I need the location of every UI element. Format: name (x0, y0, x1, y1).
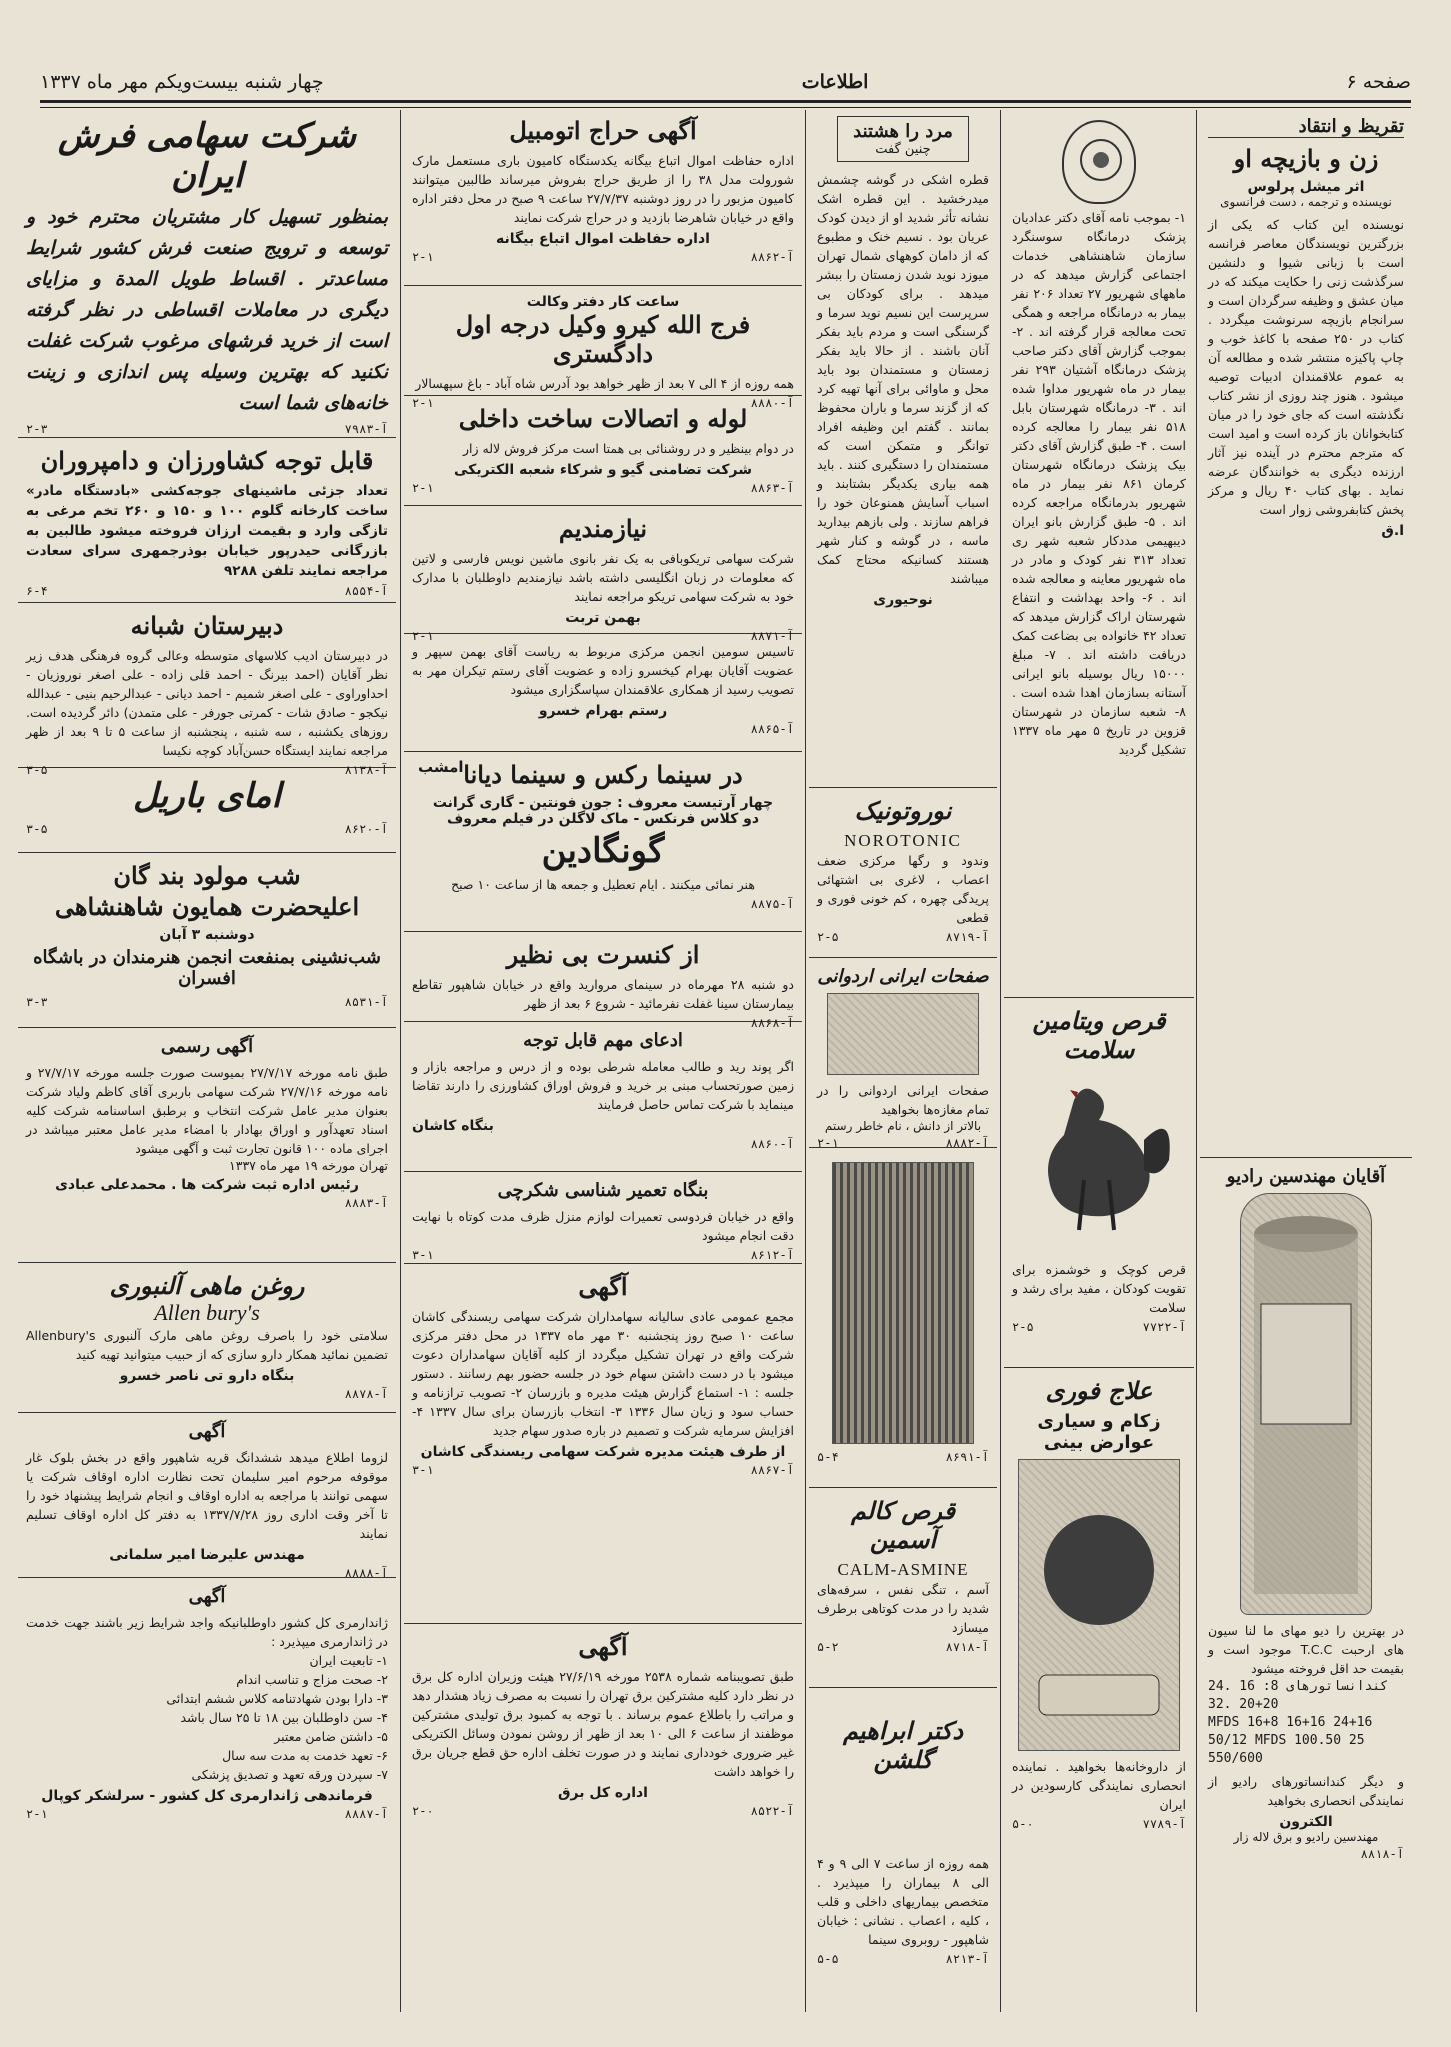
ad-code: آ-۸۷۱۸ (945, 1640, 989, 1654)
ad-body: سلامتی خود را باصرف روغن ماهی مارک آلنبوری Allenbury's تضمین نمائید همکار دارو سازی که از حبیب میتوانید تهیه کنید (26, 1328, 388, 1362)
fish-oil-ad (18, 1263, 396, 1413)
column-ads-middle (404, 108, 802, 2012)
important-claim-ad (404, 1022, 802, 1172)
ad-code: آ-۸۷۱۹ (945, 930, 989, 944)
ad-title: آقایان مهندسین رادیو (1226, 1166, 1386, 1187)
ad-body: همه روزه از ۴ الی ۷ بعد از ظهر خواهد بود آدرس شاه آباد - باغ سپهسالار (415, 376, 794, 391)
ad-title: بنگاه تعمیر شناسی شکرچی (497, 1180, 709, 1201)
ad-title: ادعای مهم قابل توجه (523, 1030, 683, 1051)
ad-body: وندود و رگها مرکزی ضعف اعصاب ، لاغری بی اشتهائی پریدگی چهره ، کم خونی فوری و قطعی (817, 853, 989, 925)
ad-pharmacy: بنگاه دارو تی ناصر خسرو (119, 1368, 295, 1384)
requirement-item: ۴- سن داوطلبان بین ۱۸ تا ۲۵ سال باشد (180, 1710, 388, 1725)
hiring-ad (404, 506, 802, 643)
ad-code-row (1208, 1847, 1404, 1861)
norotonic-ad (809, 788, 997, 958)
column-rule (1000, 110, 1001, 2012)
requirement-item: ۱- تابعیت ایران (309, 1653, 388, 1668)
ad-date: تهران مورخه ۱۹ مهر ماه ۱۳۳۷ (229, 1158, 388, 1173)
ad-code-row (412, 897, 794, 911)
ad-code: آ-۸۱۳۸ (344, 763, 388, 777)
ad-ref: ۲-۱ (412, 396, 434, 410)
ad-title: شرکت سهامی فرش ایران (57, 116, 357, 196)
review-body: نویسنده این کتاب که یکی از بزرگترین نویسندگان معاصر فرانسه است با زبانی شیوا و دلنشین سرگذشت زنی را حکایت میکند که در میان عشق و وظیفه سرگردان است و سرانجام بازیچه سرنوشت میگردد . کتاب در ۲۵۰ صفحه با کاغذ خوب و چاپ پاکیزه منتشر شده و مطالعه آن به عموم علاقمندان ادبیات توصیه میشود . هنوز چند روزی از نشر کتاب نگذشته است که جای خود را در میان کتابخوانان باز کرده است و امید است که مترجم محترم در آینده نیز آثار ارزنده دیگری به خوانندگان عرضه نماید . بهای کتاب ۴۰ ریال و مرکز پخش کتابفروشی زوار است (1208, 217, 1404, 517)
ad-ref: ۵-۰ (1012, 1817, 1034, 1831)
ad-ref: ۲-۵ (1012, 1320, 1034, 1334)
column-ads-left (18, 108, 396, 2012)
ad-company: شرکت تضامنی گیو و شرکاء شعبه الکتریکی (454, 462, 752, 478)
ad-code-row (26, 995, 388, 1009)
ad-subtitle: زکام و سیاری (1037, 1411, 1161, 1432)
ad-code: آ-۸۸۷۵ (750, 897, 794, 911)
ad-ref: ۲-۳ (26, 422, 48, 436)
ad-title: نوروتونیک (854, 796, 952, 825)
review-signature: ا.ق (1381, 523, 1404, 539)
ad-code: آ-۸۸۷۱ (750, 629, 794, 643)
ad-latin: CALM-ASMINE (837, 1560, 969, 1579)
ad-code: آ-۸۸۸۸ (344, 1566, 388, 1580)
editorial-article (809, 108, 997, 788)
ad-body: مجمع عمومی عادی سالیانه سهامداران شرکت سهامی ریسندگی کاشان ساعت ۱۰ صبح روز پنجشنبه ۳۰ مهر ماه ۱۳۳۷ در محل دفتر مرکزی شرکت واقع در تهران تشکیل میگردد از کلیه آقایان سهامداران دعوت میشود با در دست داشتن سهام خود در جلسه حضور بهم رسانند . دستور جلسه : ۱- استماع گزارش هیئت مدیره و بازرسان ۲- تصویب ترازنامه و حساب سود و زیان سال ۱۳۳۶ ۳- انتخاب بازرسان برای سال ۱۳۳۷ ۴- افزایش سرمایه شرکت و تصمیم در باره صدور سهام جدید (412, 1309, 794, 1438)
ad-title: نیازمندیم (558, 514, 648, 543)
ad-body: در دوام بینظیر و در روشنائی بی همتا است مرکز فروش لاله زار (462, 441, 794, 456)
ad-code-row (1012, 1817, 1186, 1831)
ad-title: قرص ویتامین سلامت (1032, 1006, 1166, 1064)
ad-title: علاج فوری (1045, 1376, 1153, 1405)
capacitor-spec-line: 550/600 (1208, 1751, 1263, 1766)
concert-ad (404, 932, 802, 1030)
ad-title: فرج الله کیرو وکیل درجه اول دادگستری (455, 310, 751, 368)
notice-body: ۱- بموجب نامه آقای دکتر عدادیان پزشک درمانگاه سوسنگرد سازمان شاهنشاهی خدمات اجتماعی گزارش میدهد که در ماههای شهریور ۲۷ تعداد ۲۰۶ نفر بیمار به درمانگاه مراجعه و همگی تحت معالجه قرار گرفته اند . ۲- بموجب گزارش آقای دکتر صاحب پزشک درمانگاه آشتیان ۲۹۳ نفر بیمار در ماه شهریور مداوا شده اند . ۳- درمانگاه شهرستان بابل ۵۱۸ نفر بیمار را معالجه کرده است . ۴- طبق گزارش آقای دکتر بیک پزشک درمانگاه شهرستان کرمان ۸۶۱ نفر بیمار در ماه شهریور بدرمانگاه مراجعه کرده اند . ۵- طبق گزارش بانو ایران دیبهیمی مددکار شعبه شهر ری تعداد ۳۱۳ نفر کودک و مادر در ماه شهریور معاینه و معالجه شده اند . ۶- واحد بهداشت و انتفاع شهرستان اراک گزارش میدهد که تعداد ۴۲ خانواده بی بضاعت کمک دریافت داشته اند . ۷- مبلغ ۱۵۰۰۰ ریال بوسیله بانو ایرانی آستانه بسازمان اهدا شده است . ۸- شعبه سازمان در شهرستان قزوین در تاریخ ۵ مهر ماه ۱۳۳۷ تشکیل گردید (1012, 210, 1187, 757)
ad-code-row (26, 584, 388, 598)
electricity-notice-ad (404, 1624, 802, 1854)
ad-latin: NOROTONIC (844, 831, 962, 850)
ad-signature: اداره حفاظت اموال اتباع بیگانه (496, 231, 710, 247)
ad-code: آ-۸۵۵۴ (344, 584, 388, 598)
ad-title: آگهی (188, 1421, 226, 1442)
sneezing-face-illustration (1018, 1459, 1180, 1751)
ad-code-row (26, 1196, 388, 1210)
ad-code: آ-۸۸۶۳ (750, 481, 794, 495)
ad-code-row (26, 1387, 388, 1401)
ad-code-row (412, 722, 794, 736)
ad-ref: ۶-۴ (26, 584, 48, 598)
ad-body: تعداد جزئی ماشینهای جوجه‌کشی «بادستگاه مادر» ساخت کارخانه گلوم ۱۰۰ و ۱۵۰ و ۲۶۰ تخم مرغی به تازگی وارد و بقیمت ارزان فروخته میشود طالبین به بازرگانی حیدرپور خیابان بوذرجمهری سرای سعادت مراجعه نمایند تلفن ۹۲۸۸ (26, 483, 388, 579)
ad-code-row (412, 250, 794, 264)
ad-code-row (412, 1463, 794, 1477)
capacitor-illustration (1240, 1193, 1372, 1615)
records-ad (809, 958, 997, 1148)
ad-code: آ-۸۶۹۱ (945, 1450, 989, 1464)
lion-sun-emblem-icon (1062, 120, 1136, 204)
ad-code: آ-۸۸۸۳ (344, 1196, 388, 1210)
newspaper-name: اطلاعات (801, 71, 869, 93)
ad-title: آگهی (578, 1632, 628, 1661)
ad-subtitle-2: عوارض بینی (1043, 1432, 1155, 1453)
ad-body: طبق تصویبنامه شماره ۲۵۳۸ مورخه ۲۷/۶/۱۹ هیئت وزیران اداره کل برق در نظر دارد کلیه مشترکین برق تهران را نسبت به مصرف زیاد هشدار دهد و مراتب را باطلاع عموم برساند . با توجه به کمبود برق تولیدی مشترکین موظفند از ساعت ۶ الی ۱۰ بعد از ظهر از روشن نمودن وسائل الکتریکی غیر ضروری خودداری نمایند و در صورت تخلف اداره حق قطع جریان برق را خواهد داشت (412, 1669, 795, 1779)
incubator-ad (18, 438, 396, 603)
official-notice-ad (18, 1028, 396, 1263)
column-editorial (809, 108, 997, 2012)
ad-body: در دبیرستان ادیب کلاسهای متوسطه وعالی گروه فرهنگی هدف زیر نظر آقایان (احمد بیرنگ - احمد قلی زاده - علی اصغر نوروزیان - احداوراوی - علی اصغر شمیم - احمد دیانی - عبدالرحیم بنیی - عبدالله نیکجو - صادق شات - کمرتی جورفر - علی متمدن) دائر گردیده است. روزهای یکشنبه ، سه شنبه ، پنجشنبه از ساعت ۵ تا ۹ بعد از ظهر مراجعه نمایند ایستگاه حسن‌آباد کوچه نکیسا (26, 648, 388, 758)
ad-code-row (817, 930, 989, 944)
ad-signature: بنگاه کاشان (412, 1118, 494, 1134)
ad-signature: رستم بهرام خسرو (538, 703, 668, 719)
ad-ref: ۲-۱ (412, 629, 434, 643)
royal-birthday-ad (18, 853, 396, 1028)
ad-title: قرص کالم آسمین (850, 1496, 956, 1554)
ad-ref: ۲-۱ (412, 481, 434, 495)
capacitor-spec-line: 24. 16 :8 کندانساتورهای (1208, 1679, 1389, 1694)
ad-signature: رئیس اداره ثبت شرکت ها . محمدعلی عبادی (55, 1177, 359, 1193)
requirement-item: ۲- صحت مزاج و تناسب اندام (236, 1672, 388, 1687)
ad-title: امای باریل (133, 776, 281, 816)
section-title: تقریظ و انتقاد (1208, 116, 1404, 138)
ad-code: آ-۸۶۲۰ (344, 822, 388, 836)
article-body: قطره اشکی در گوشه چشمش میدرخشید . این قطره اشک نشانه تأثر شدید او از دیدن کودک عریان بود . نسیم خنک و مطبوع که از دامان کوههای شمال تهران میوزد نوید شدن زمستان را ببشر میدهد . برای کودکان بی سرپرست این نسیم نوید سرما و گرسنگی است و مردم باید بفکر آنان باشند . از حالا باید بفکر زمستان و مستمندان بود باید محل و ماوائی برای آنها تهیه کرد که از گزند سرما و باران محفوظ بمانند . گفتم این وظیفه افراد توانگر و متمکن است که مستمندان را دستگیری کنند . باید همه بیاری یکدیگر بشتابند و اسباب آسایش همنوعان خود را فراهم سازند . ولی بازهم بیدارید ماسه ، در گوشه و کنار شهر هستند کسانیکه محتاج کمک میباشند (817, 172, 989, 586)
ad-code-row (412, 1804, 794, 1818)
column-rule (805, 110, 806, 2012)
ad-code-row (26, 1807, 388, 1821)
ad-line-2: دو کلاس فرنکس - ماک لاگلن در فیلم معروف (446, 811, 760, 827)
ad-signature: اداره کل برق (558, 1785, 648, 1801)
ad-code-row (817, 1450, 989, 1464)
masthead (40, 62, 1411, 102)
article-signature: نوحیوری (873, 592, 933, 608)
article-title: مرد را هشتند (853, 121, 953, 142)
doctor-ad (809, 1688, 997, 2008)
book-title: زن و بازیچه او (1233, 144, 1379, 173)
column-review (1200, 108, 1412, 2012)
association-ad (404, 634, 802, 752)
ad-code: آ-۸۸۶۲ (750, 250, 794, 264)
pipe-fittings-ad (404, 396, 802, 506)
ad-title: از کنسرت بی نظیر (506, 940, 700, 969)
ad-signature: از طرف هیئت مدیره شرکت سهامی ریسندگی کاشان (420, 1444, 786, 1460)
ad-code: آ-۸۸۸۰ (750, 396, 794, 410)
amai-barile-ad (18, 768, 396, 853)
ad-code-row (817, 1640, 989, 1654)
ad-code: آ-۸۸۶۸ (750, 1016, 794, 1030)
ad-ref: ۲-۱ (26, 1807, 48, 1821)
capacitor-spec-line: 32. 20+20 (1208, 1697, 1279, 1712)
ad-code: آ-۷۹۸۳ (344, 422, 388, 436)
ad-code-row (412, 481, 794, 495)
calm-asmine-ad (809, 1488, 997, 1688)
ad-body: از داروخانه‌ها بخواهید . نماینده انحصاری نمایندگی کارسودین در ایران (1012, 1759, 1186, 1812)
ad-code: آ-۷۷۸۹ (1142, 1817, 1186, 1831)
ornate-carpet-illustration (832, 1162, 974, 1444)
ad-title: لوله و اتصالات ساخت داخلی (458, 404, 748, 433)
requirement-item: ۷- سپردن ورقه تعهد و تصدیق پزشکی (191, 1767, 388, 1782)
rooster-icon (1014, 1070, 1184, 1260)
ad-event: شب‌نشینی بمنفعت انجمن هنرمندان در باشگاه افسران (33, 947, 381, 989)
ad-title: دکتر ابراهیم گلشن (842, 1716, 964, 1774)
gramophone-dog-illustration (827, 993, 979, 1075)
ad-title: آگهی رسمی (160, 1036, 254, 1057)
column-announcements (1004, 108, 1194, 2012)
repair-shop-ad (404, 1172, 802, 1264)
ad-ref: ۲-۵ (817, 930, 839, 944)
ad-body: اگر پوند رید و طالب معامله شرطی بوده و از درس و مراجعه بازار و زمین صورتحساب مبنی بر خرید و فروش اوراق کشاورزی را دارند تقاضا مینماید با شرکت تماس حاصل فرمایند (412, 1059, 794, 1112)
ad-title: در سینما رکس و سینما دیانا (463, 760, 743, 789)
book-translator: نویسنده و ترجمه ، دست فرانسوی (1220, 195, 1392, 209)
ad-title: آگهی (578, 1272, 628, 1301)
film-title: گونگادین (541, 831, 665, 871)
book-review (1200, 108, 1412, 1158)
article-heading-box (837, 116, 969, 162)
night-school-ad (18, 603, 396, 777)
ad-code: آ-۸۸۸۲ (945, 1136, 989, 1150)
requirement-item: ۵- داشتن ضامن معتبر (274, 1729, 388, 1744)
endowment-notice-ad (18, 1413, 396, 1578)
capacitor-spec-line: 50/12 MFDS 100.50 25 (1208, 1733, 1365, 1748)
ad-latin: Allen bury's (154, 1300, 260, 1325)
radio-engineers-ad (1200, 1158, 1412, 1978)
ad-signature: مهندس علیرضا امیر سلمانی (109, 1547, 305, 1563)
vitamin-tablet-ad (1004, 998, 1194, 1368)
column-rule (400, 110, 401, 2012)
ad-code: آ-۷۷۲۲ (1142, 1320, 1186, 1334)
capacitor-icon (1241, 1194, 1371, 1614)
ad-signature: بهمن تربت (565, 610, 641, 626)
ad-code: آ-۸۵۲۲ (750, 1804, 794, 1818)
ad-ref: ۳-۵ (26, 822, 48, 836)
article-subtitle: چنین گفت (875, 142, 931, 157)
face-icon (1019, 1460, 1179, 1750)
ad-subtitle: اعلیحضرت همایون شاهنشاهی (54, 892, 360, 921)
ad-body: طبق نامه مورخه ۲۷/۷/۱۷ بمیوست صورت جلسه مورخه ۲۷/۷/۱۷ و نامه مورخه ۲۷/۷/۱۶ شرکت سهامی باربری آقای کاظم ولیاد شرکت بعنوان مدیر عامل شرکت انتخاب و برطبق اساسنامه شرکت کلیه اسناد تعهدآور و اوراق بهادار با امضاء مدیر عامل معتبر میباشد در اجرای ماده ۱۰۰ قانون تجارت ثبت و آگهی میشود (26, 1065, 389, 1156)
ad-body: تاسیس سومین انجمن مرکزی مربوط به ریاست آقای بهمن سپهر و عضویت آقایان بهرام کیخسرو زاده و عضویت آقای رستم تیکران مهر به تصویب رسید از همکاری علاقمندان سپاسگزاری میشود (412, 644, 794, 697)
lawyer-ad (404, 286, 802, 410)
ad-body: ژاندارمری کل کشور داوطلبانیکه واجد شرایط زیر باشند جهت خدمت در ژاندارمری میپذیرد : (26, 1615, 388, 1649)
ad-line-1: چهار آرتیست معروف : جون فونتین - گاری گرانت (432, 795, 774, 811)
ad-title: شب مولود بند گان (113, 861, 301, 890)
requirement-item: ۳- دارا بودن شهادتنامه کلاس ششم ابتدائی (166, 1691, 388, 1706)
capacitor-spec-line: MFDS 16+8 16+16 24+16 (1208, 1715, 1373, 1730)
ad-pretitle: ساعت کار دفتر وکالت (526, 294, 680, 310)
ad-code: آ-۸۸۶۵ (750, 722, 794, 736)
ad-code: آ-۸۵۳۱ (344, 995, 388, 1009)
ad-code: آ-۸۸۱۸ (1360, 1847, 1404, 1861)
ad-body: هنر نمائی میکنند . ایام تعطیل و جمعه ها از ساعت ۱۰ صبح (451, 877, 755, 892)
shareholders-meeting-ad (404, 1264, 802, 1624)
ad-ref: ۵-۵ (817, 1952, 839, 1966)
ad-code: آ-۸۶۱۲ (750, 1248, 794, 1262)
ad-code-row (412, 1248, 794, 1262)
ad-body: شرکت سهامی تریکوبافی به یک نفر بانوی ماشین نویس فارسی و لاتین که معلومات در زبان انگلیسی داشته باشد نیازمندیم داوطلبان با مدارک خود به شرکت سهامی تریکو مراجعه نمایند (412, 551, 794, 604)
ad-body: صفحات ایرانی اردوانی را در تمام مغازه‌ها بخواهید (817, 1083, 989, 1117)
ad-ref: ۳-۱ (412, 1248, 434, 1262)
carpet-company-ad (18, 108, 396, 438)
ad-body: واقع در خیابان فردوسی تعمیرات لوازم منزل ظرف مدت کوتاه با نهایت دقت انجام میشود (412, 1209, 794, 1243)
pictorial-ad (809, 1148, 997, 1488)
ad-title: دبیرستان شبانه (130, 611, 284, 640)
cinema-ad (404, 752, 802, 932)
page-number: صفحه ۶ (1346, 71, 1411, 93)
ad-code-row (412, 1137, 794, 1151)
ad-ref: ۵-۲ (817, 1640, 839, 1654)
ad-code-row (1012, 1320, 1186, 1334)
ad-signature: فرماندهی ژاندارمری کل کشور - سرلشکر کوپال (41, 1788, 373, 1804)
ad-code-row (817, 1952, 989, 1966)
ad-ref: ۲-۰ (412, 1804, 434, 1818)
ad-title: آگهی حراج اتومبیل (509, 116, 697, 145)
cold-remedy-ad (1004, 1368, 1194, 1978)
ad-ref: ۳-۱ (412, 1463, 434, 1477)
ad-tonight: امشب (418, 758, 464, 776)
ad-ref: ۳-۵ (26, 763, 48, 777)
ad-body: دو شنبه ۲۸ مهرماه در سینمای مروارید واقع در خیابان شاهپور تقاطع بیمارستان سینا غفلت نفرمائید - شروع ۶ بعد از ظهر (412, 977, 794, 1011)
ad-code: آ-۸۸۶۷ (750, 1463, 794, 1477)
ad-code-row (26, 822, 388, 836)
column-rule (1196, 110, 1197, 2012)
social-services-notice (1004, 108, 1194, 998)
ad-date: دوشنبه ۳ آبان (159, 927, 255, 943)
ad-title: صفحات ایرانی اردوانی (817, 966, 989, 987)
ad-title: روغن ماهی آلنبوری (109, 1271, 305, 1300)
masthead-rule (40, 100, 1411, 108)
car-auction-ad (404, 108, 802, 286)
ad-body: قرص کوچک و خوشمزه برای تقویت کودکان ، مفید برای رشد و سلامت (1012, 1262, 1186, 1315)
ad-title: آگهی (188, 1586, 226, 1607)
ad-body: اداره حفاظت اموال اتباع بیگانه یکدستگاه کامیون باری مستعمل مارک شورولت مدل ۳۸ را از طریق حراج بفروش میرساند طالبین میتوانند کامیون مزبور را در روز دوشنبه ۲۷/۷/۳۷ ساعت ۹ صبح در محل دفتر اداره واقع در خیابان شاهرضا بازدید و در حراج شرکت نمایند (412, 153, 795, 225)
ad-body: بمنظور تسهیل کار مشتریان محترم خود و توسعه و ترویج صنعت فرش کشور شرایط مساعدتر . اقساط طویل المدة و مزایای دیگری در معاملات اقساطی در نظر گرفته است از خرید فرشهای مرغوب شرکت غفلت نکنید که بهترین وسیله پس اندازی و زینت خانه‌های شما است (26, 206, 388, 414)
ad-slogan: بالاتر از دانش ، نام خاطر رستم (824, 1119, 982, 1133)
ad-code: آ-۸۸۷۸ (344, 1387, 388, 1401)
ad-body: در بهترین را دیو مهای ما لنا سیون های ارحبت T.C.C موجود است و بقیمت حد اقل فروخته میشود (1208, 1623, 1404, 1676)
ad-code-row (26, 422, 388, 436)
ad-body: همه روزه از ساعت ۷ الی ۹ و ۴ الی ۸ بیماران را میپذیرد . متخصص بیماریهای داخلی و قلب ، کلیه ، اعصاب . نشانی : خیابان شاهپور - روبروی سینما (817, 1856, 989, 1947)
ad-body: لزوما اطلاع میدهد ششدانگ قریه شاهپور واقع در بخش بلوک غار موقوفه مرحوم امیر سلیمان تحت نظارت اداره اوقاف شرکت یا سهمی توانند با مراجعه به اداره اوقاف و انجام شرایط پیشنهاد خود را تا آخر وقت اداری روز ۱۳۳۷/۷/۲۸ به دفتر کل اداره اوقاف تسلیم نمایند (26, 1450, 388, 1541)
ad-ref: ۲-۱ (412, 250, 434, 264)
ad-ref: ۲-۱ (817, 1136, 839, 1150)
ad-code: آ-۸۸۸۷ (344, 1807, 388, 1821)
ad-code: آ-۸۲۱۳ (945, 1952, 989, 1966)
gendarmerie-recruitment-ad (18, 1578, 396, 1878)
issue-date: چهار شنبه بیست‌ویکم مهر ماه ۱۳۳۷ (40, 71, 324, 93)
agent-name: الکترون (1279, 1814, 1333, 1830)
book-author: اثر میشل پرلوس (1247, 179, 1365, 195)
ad-footer: و دیگر کندانساتورهای رادیو از نمایندگی انحصاری بخواهید (1208, 1774, 1404, 1808)
ad-title: قابل توجه کشاورزان و دامپروران (40, 446, 374, 475)
emblem-graphic-icon (1068, 122, 1134, 198)
ad-body: آسم ، تنگی نفس ، سرفه‌های شدید را در مدت کوتاهی برطرف میسازد (817, 1582, 989, 1635)
ad-ref: ۵-۴ (817, 1450, 839, 1464)
requirement-item: ۶- تعهد خدمت به مدت سه سال (222, 1748, 388, 1763)
ad-code: آ-۸۸۶۰ (750, 1137, 794, 1151)
agent-line: مهندسین رادیو و برق لاله زار (1233, 1830, 1379, 1844)
ad-ref: ۳-۳ (26, 995, 48, 1009)
